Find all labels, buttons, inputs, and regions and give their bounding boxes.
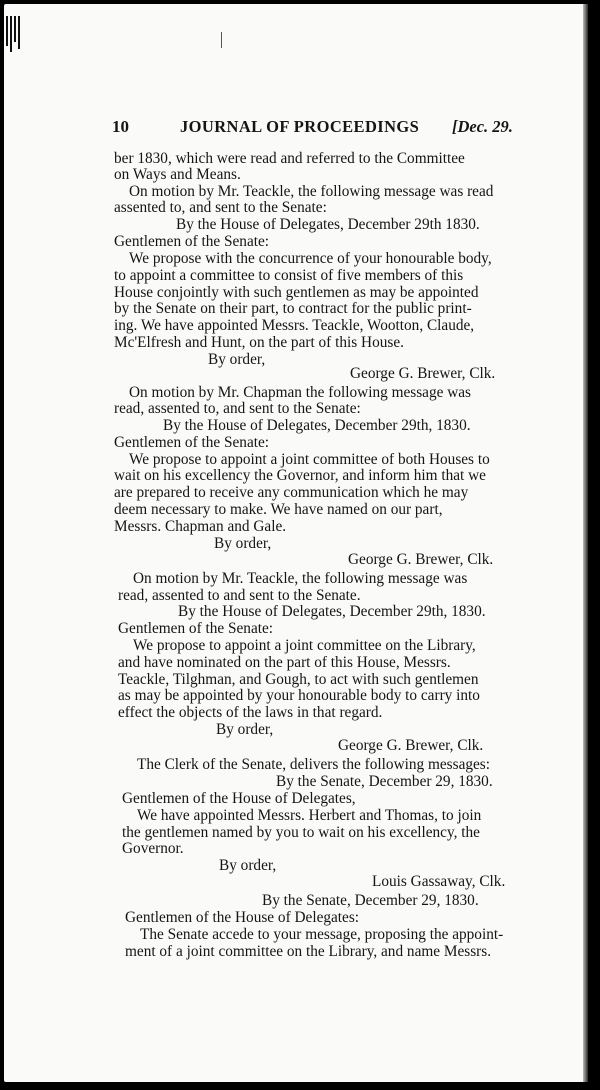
page-edge-shadow [583, 4, 588, 1082]
text-line: read, assented to and sent to the Senate. [118, 587, 361, 604]
text-line: By order, [208, 351, 266, 368]
page-number: 10 [112, 117, 129, 136]
text-line: Teackle, Tilghman, and Gough, to act with such gentlemen [118, 671, 479, 688]
text-line: By the Senate, December 29, 1830. [262, 892, 479, 909]
text-line: We propose with the concurrence of your honourable body, [129, 250, 492, 267]
clerk-signature: George G. Brewer, Clk. [350, 365, 496, 382]
text-line: Gentlemen of the House of Delegates, [122, 790, 356, 807]
text-line: By the House of Delegates, December 29th 1830. [176, 216, 480, 233]
clerk-signature: Louis Gassaway, Clk. [372, 873, 506, 890]
text-line: by the Senate on their part, to contract for the public print- [114, 300, 472, 317]
text-line: By order, [219, 857, 277, 874]
print-mark [221, 32, 222, 48]
clerk-signature: George G. Brewer, Clk. [338, 737, 484, 754]
text-line: We propose to appoint a joint committee on the Library, [133, 637, 476, 654]
text-line: assented to, and sent to the Senate: [114, 199, 327, 216]
text-line: Gentlemen of the Senate: [114, 233, 270, 250]
text-line: as may be appointed by your honourable body to carry into [118, 687, 480, 704]
text-line: The Senate accede to your message, proposing the appoint- [140, 926, 504, 943]
text-line: Gentlemen of the Senate: [114, 434, 270, 451]
text-line: The Clerk of the Senate, delivers the following messages: [137, 756, 491, 773]
text-line: ber 1830, which were read and referred to the Committee [114, 150, 465, 167]
text-line: on Ways and Means. [114, 166, 241, 183]
text-line: read, assented to, and sent to the Senate: [114, 400, 361, 417]
text-line: deem necessary to make. We have named on our part, [114, 501, 443, 518]
text-line: are prepared to receive any communication which he may [114, 484, 469, 501]
text-line: the gentlemen named by you to wait on his excellency, the [122, 824, 480, 841]
text-line: effect the objects of the laws in that regard. [118, 704, 383, 721]
text-line: By the Senate, December 29, 1830. [276, 773, 493, 790]
text-line: By order, [214, 535, 272, 552]
text-line: Messrs. Chapman and Gale. [114, 518, 287, 535]
clerk-signature: George G. Brewer, Clk. [348, 551, 494, 568]
running-head [112, 117, 532, 137]
text-line: Gentlemen of the Senate: [118, 620, 274, 637]
text-line: We propose to appoint a joint committee of both Houses to [129, 451, 490, 468]
text-line: By order, [216, 721, 274, 738]
text-line: Governor. [122, 840, 184, 857]
running-date: [Dec. 29. [452, 117, 513, 136]
text-line: By the House of Delegates, December 29th, 1830. [178, 603, 486, 620]
text-line: We have appointed Messrs. Herbert and Thomas, to join [137, 807, 482, 824]
text-line: Gentlemen of the House of Delegates: [125, 909, 360, 926]
text-line: Mc'Elfresh and Hunt, on the part of this House. [114, 334, 404, 351]
text-line: to appoint a committee to consist of five members of this [114, 267, 464, 284]
text-line: and have nominated on the part of this House, Messrs. [118, 654, 451, 671]
text-line: On motion by Mr. Chapman the following message was [129, 384, 472, 401]
text-line: House conjointly with such gentlemen as may be appointed [114, 284, 479, 301]
text-line: On motion by Mr. Teackle, the following message was [133, 570, 468, 587]
text-line: ing. We have appointed Messrs. Teackle, Wootton, Claude, [114, 317, 475, 334]
running-title: JOURNAL OF PROCEEDINGS [180, 117, 420, 136]
text-line: On motion by Mr. Teackle, the following message was read [129, 183, 494, 200]
text-line: By the House of Delegates, December 29th, 1830. [163, 417, 471, 434]
text-line: wait on his excellency the Governor, and inform him that we [114, 467, 486, 484]
text-line: ment of a joint committee on the Library, and name Messrs. [125, 943, 492, 960]
binding-marks [6, 16, 26, 52]
